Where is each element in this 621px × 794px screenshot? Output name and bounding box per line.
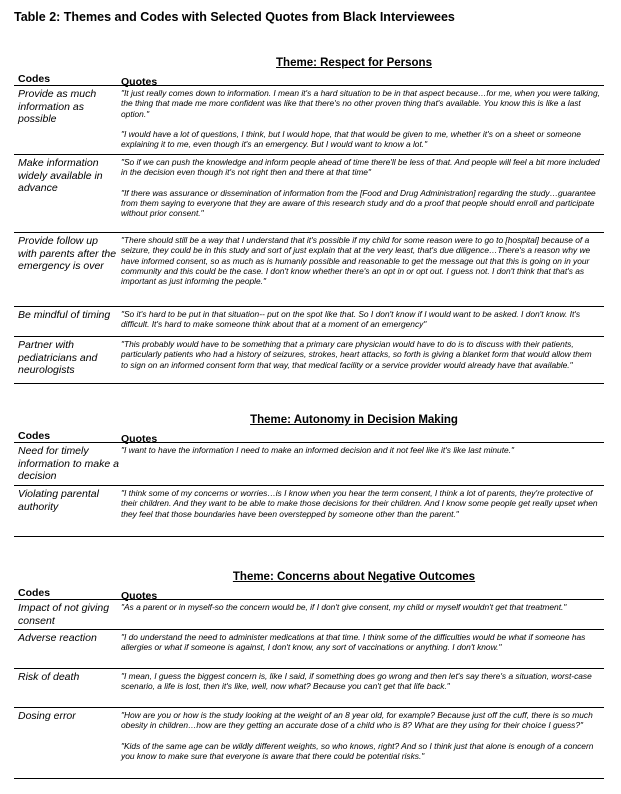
table-header [14,70,604,86]
quote: "As a parent or in myself-so the concern would be, if I don't give consent, my child or myself wouldn't get that treatment." [121,602,567,612]
quotes-cell [119,233,604,306]
quotes-cell [119,155,604,232]
section-autonomy-in-decision-making [14,413,604,537]
code-cell: Be mindful of timing [18,309,111,321]
table-header [14,584,604,600]
code-cell: Impact of not giving consent [18,602,110,627]
theme-heading: Theme: Autonomy in Decision Making [250,414,458,426]
code-cell: Violating parental authority [18,488,99,513]
code-cell: Adverse reaction [18,632,97,644]
code-cell: Need for timely information to make a decision [18,445,119,482]
table-row [14,443,604,486]
theme-heading: Theme: Concerns about Negative Outcomes [232,571,476,583]
table-row [14,307,604,337]
quotes-column-header: Quotes [121,76,158,88]
code-cell: Dosing error [18,710,76,722]
table-row [14,86,604,155]
quotes-cell [119,708,604,778]
quote: "Kids of the same age can be wildly different weights, so who knows, right? And so I think just that alone is enough of a concern you know to make sure that everyone is aware that there could be potential risks." [121,740,594,761]
quotes-cell [119,486,604,536]
quotes-cell [119,443,604,485]
table-title: Table 2: Themes and Codes with Selected Quotes from Black Interviewees [14,10,455,24]
section-respect-for-persons [14,56,604,384]
table-row [14,708,604,779]
quote: "This probably would have to be something that a primary care physician would have to do is to discuss with their patients, particularly patients who had a history of seizures, strokes, heart attacks, so forth is giving a blanket form that would allow them to sign on an informed consent form that way, that medical facility or a service provider would already have that available." [121,339,592,370]
code-cell: Provide follow up with parents after the emergency is over [18,235,117,272]
quote: "I want to have the information I need to make an informed decision and it not feel like it's like last minute." [121,445,515,455]
quote: "I would have a lot of questions, I think, but I would hope, that that would be given to me, whether it's on a sheet or someone explaining it to me, even though it's an emergency. But I would want to know a lot." [121,128,581,150]
codes-column-header: Codes [18,73,51,85]
quotes-column-header: Quotes [121,433,158,445]
quotes-cell [119,669,604,707]
quote: "How are you or how is the study looking at the weight of an 8 year old, for example? Because just off the cuff, there is so much obesity in children…how are they getting an accurate dose of a child who is 8? What are they using for their choice I guess?" [121,710,593,731]
code-cell: Risk of death [18,671,80,683]
quotes-cell [119,337,604,383]
table-header [14,427,604,443]
quotes-cell [119,307,604,336]
quotes-cell [119,86,604,154]
code-cell: Make information widely available in advance [18,157,103,194]
quote: "I do understand the need to administer medications at that time. I think some of the difficulties would be what if someone has allergies or what if someone is against, I don't know, any sort of vaccinations or anything. I don't know." [121,632,586,653]
quote: "So it's hard to be put in that situation-- put on the spot like that. So I don't know if I would want to be asked. I don't know. It's difficult. It's hard to make someone think about that at a moment of an emergency" [121,309,581,330]
quote: "I think some of my concerns or worries…is I know when you hear the term consent, I think a lot of parents, they're protective of their children. And they want to be able to make those decisions for their children. And I know some people get really upset when they feel that those boundaries have been overstepped by someone other than the parent." [121,488,598,519]
codes-column-header: Codes [18,430,51,442]
table-row [14,155,604,233]
code-cell: Provide as much information as possible [18,88,97,125]
quote: "There should still be a way that I understand that it's possible if my child for some reason were to go to [hospital] because of a seizure, they could be in this study and sort of just explain that at the very least, that's due diligence…There's a reason why we have informed consent, so as much as is humanly possible and reasonable to get the message out that this is going on in your community and this could be the case. I don't know whether there's an opt in or opt out. I guess not. I don't think that that's as important as just informing the people." [121,235,591,287]
table-row [14,233,604,307]
quote: "I mean, I guess the biggest concern is, like I said, if something does go wrong and then let's say there's a situation, worst-case scenario, a life is lost, then it's like, well, now what? Because you can't get that life back." [121,671,592,692]
quote: "So if we can push the knowledge and inform people ahead of time there'll be less of that. And people will feel a bit more included in the decision even though it's not right then and there at that time" [121,157,600,178]
table-row [14,337,604,384]
table-row [14,630,604,669]
quotes-cell [119,630,604,668]
table-row [14,486,604,537]
theme-heading: Theme: Respect for Persons [276,57,432,69]
quotes-cell [119,600,604,629]
codes-column-header: Codes [18,587,51,599]
section-concerns-about-negative-outcomes [14,570,604,779]
table-row [14,600,604,630]
table-row [14,669,604,708]
quote: "It just really comes down to information. I mean it's a hard situation to be in that aspect because…for me, when you were talking, the thing that made me more confident was like that there's no other proven thing that's available. You know this is like a last option." [121,88,600,119]
code-cell: Partner with pediatricians and neurologists [18,339,98,376]
quote: "If there was assurance or dissemination of information from the [Food and Drug Administration] regarding the study…guarantee from them saying to everyone that they are aware of this research study and do a proof that people should enroll and participate without prior consent." [121,187,596,219]
quotes-column-header: Quotes [121,590,158,602]
